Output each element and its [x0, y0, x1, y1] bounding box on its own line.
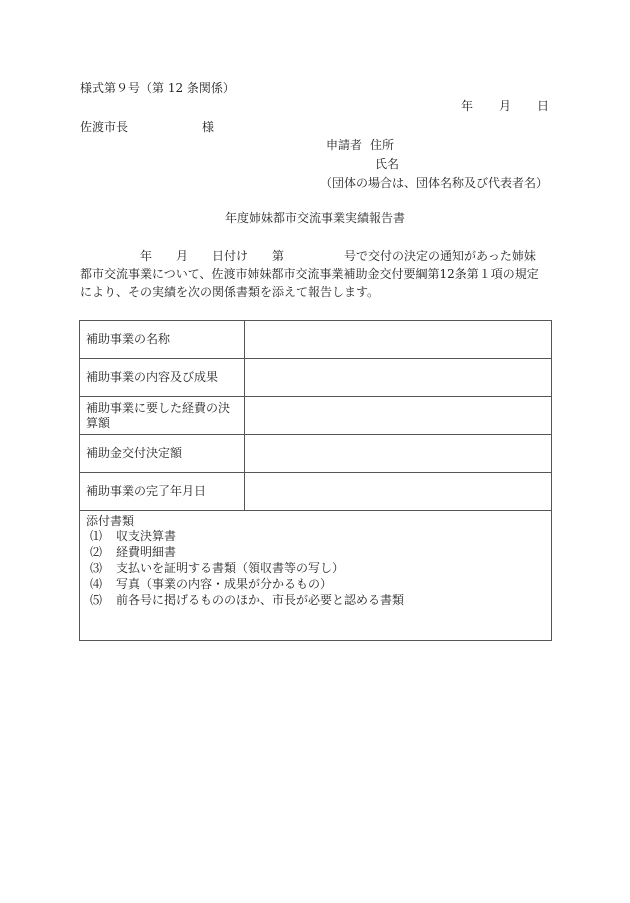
attachment-text: 支払いを証明する書類（領収書等の写し） [116, 561, 345, 575]
addressee-name: 佐渡市長 [80, 120, 129, 134]
row-value [245, 473, 552, 511]
attachment-number: ⑶ [90, 561, 103, 575]
row-label: 補助事業に要した経費の決算額 [80, 397, 245, 435]
attachment-item [86, 592, 545, 608]
applicant-label: 申請者 [326, 138, 363, 152]
row-label: 補助事業の内容及び成果 [80, 359, 245, 397]
attachments-cell [80, 511, 552, 641]
row-label: 補助事業の完了年月日 [80, 473, 245, 511]
attachment-number: ⑵ [90, 545, 103, 559]
body-line: 都市交流事業について、佐渡市姉妹都市交流事業補助金交付要綱第12条第１項の規定 [80, 267, 539, 281]
document-title: 年度姉妹都市交流事業実績報告書 [224, 211, 405, 225]
form-number: 様式第９号（第 12 条関係） [80, 81, 235, 95]
attachment-text: 経費明細書 [116, 545, 177, 559]
table-row [80, 473, 552, 511]
applicant-name-label: 氏名 [375, 157, 400, 171]
attachment-text: 前各号に掲げるもののほか、市長が必要と認める書類 [116, 593, 405, 607]
row-label: 補助事業の名称 [80, 321, 245, 359]
table-row [80, 321, 552, 359]
table-row [80, 359, 552, 397]
row-label: 補助金交付決定額 [80, 435, 245, 473]
addressee [80, 120, 214, 134]
table-row [80, 435, 552, 473]
row-value [245, 397, 552, 435]
addressee-honorific: 様 [202, 120, 215, 134]
attachment-text: 収支決算書 [116, 529, 177, 543]
attachment-number: ⑴ [90, 529, 103, 543]
attachments-title: 添付書類 [86, 514, 135, 528]
applicant-address [326, 138, 394, 152]
report-table [79, 320, 552, 641]
attachment-item [86, 560, 545, 576]
date-month-label: 月 [499, 99, 512, 113]
attachment-number: ⑸ [90, 593, 103, 607]
address-label: 住所 [370, 138, 395, 152]
row-value [245, 321, 552, 359]
date-day-label: 日 [537, 99, 550, 113]
body-line: により、その実績を次の関係書類を添えて報告します。 [80, 285, 380, 299]
applicant-note: （団体の場合は、団体名称及び代表者名） [320, 176, 549, 190]
attachments-row [80, 511, 552, 641]
body-line: 年 月 日付け 第 号で交付の決定の通知があった姉妹 [80, 249, 536, 263]
attachment-number: ⑷ [90, 577, 103, 591]
attachment-item [86, 544, 545, 560]
attachment-item [86, 528, 545, 544]
attachment-item [86, 576, 545, 592]
row-value [245, 359, 552, 397]
date-year-label: 年 [461, 99, 474, 113]
table-row [80, 397, 552, 435]
row-value [245, 435, 552, 473]
submission-date [461, 99, 549, 113]
attachment-text: 写真（事業の内容・成果が分かるもの） [116, 577, 333, 591]
body-paragraph [80, 247, 560, 301]
